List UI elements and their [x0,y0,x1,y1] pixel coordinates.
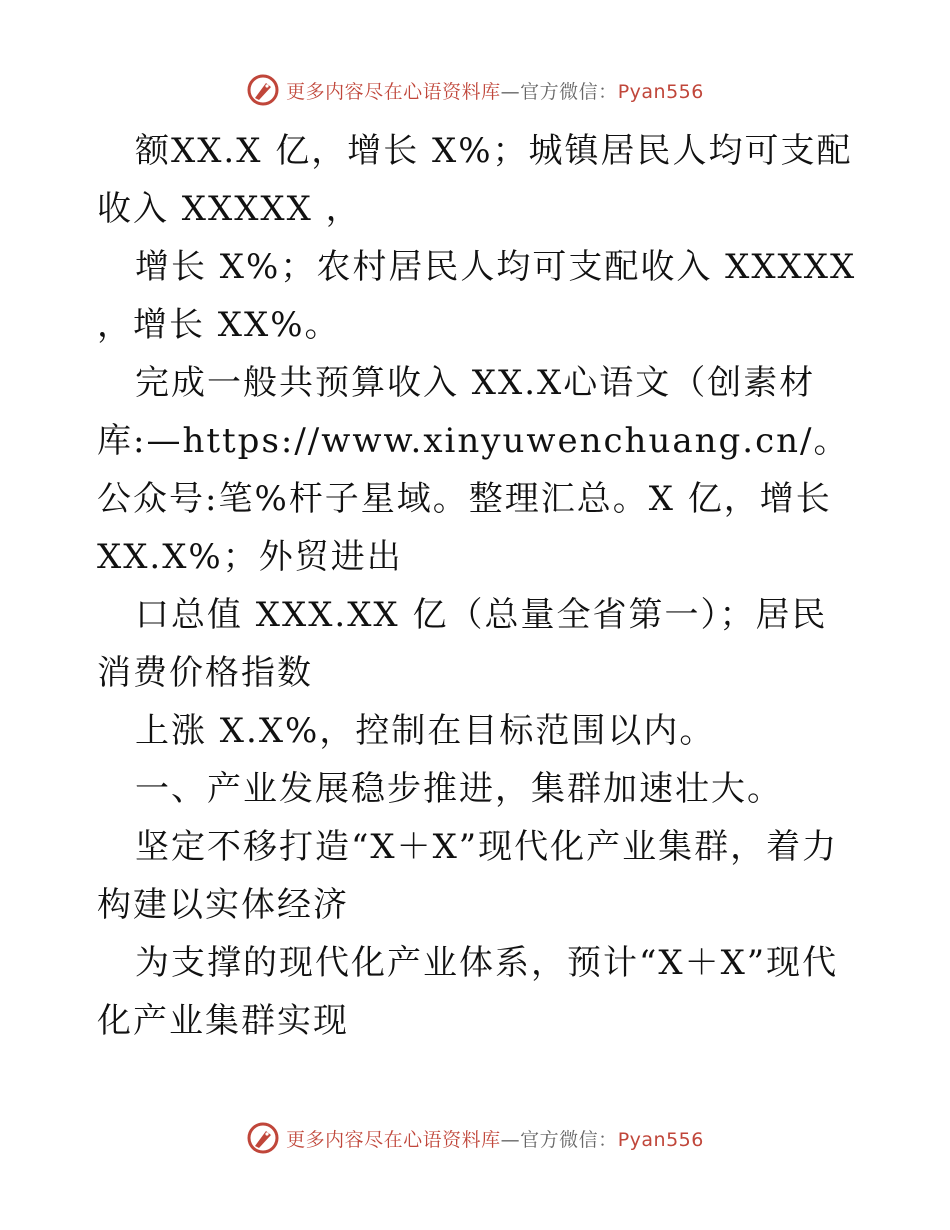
paragraph-2: 增长 X%；农村居民人均可支配收入 XXXXX ，增长 XX%。 [97,247,857,345]
paragraph-3: 完成一般共预算收入 XX.X心语文（创素材库:—https://www.xinyuwenchuang.cn/。公众号:笔%杆子星域。整理汇总。X 亿，增长 XX.X%；外贸进出 [97,363,850,577]
header-watermark-banner [0,70,950,110]
watermark-wechat-id: Pyan556 [617,1128,704,1151]
watermark-text [286,1125,704,1152]
paragraph-4: 口总值 XXX.XX 亿（总量全省第一）；居民消费价格指数 [97,595,828,693]
watermark-main-text: 更多内容尽在心语资料库 [286,1128,501,1151]
paragraph-8: 为支撑的现代化产业体系，预计“X＋X”现代化产业集群实现 [97,943,839,1041]
paragraph-5: 上涨 X.X%，控制在目标范围以内。 [135,711,716,751]
header-watermark [246,73,704,107]
pen-nib-logo-icon [246,1121,280,1155]
footer-watermark-banner [0,1118,950,1158]
watermark-text [286,77,704,104]
paragraph-6: 一、产业发展稳步推进，集群加速壮大。 [135,769,783,809]
document-body [97,122,857,1050]
paragraph-7: 坚定不移打造“X＋X”现代化产业集群，着力构建以实体经济 [97,827,839,925]
pen-nib-logo-icon [246,73,280,107]
watermark-dash-text: —官方微信： [500,80,618,103]
watermark-wechat-id: Pyan556 [617,80,704,103]
watermark-main-text: 更多内容尽在心语资料库 [286,80,501,103]
footer-watermark [246,1121,704,1155]
watermark-dash-text: —官方微信： [500,1128,618,1151]
paragraph-1: 额XX.X 亿，增长 X%；城镇居民人均可支配收入 XXXXX ， [97,131,853,229]
